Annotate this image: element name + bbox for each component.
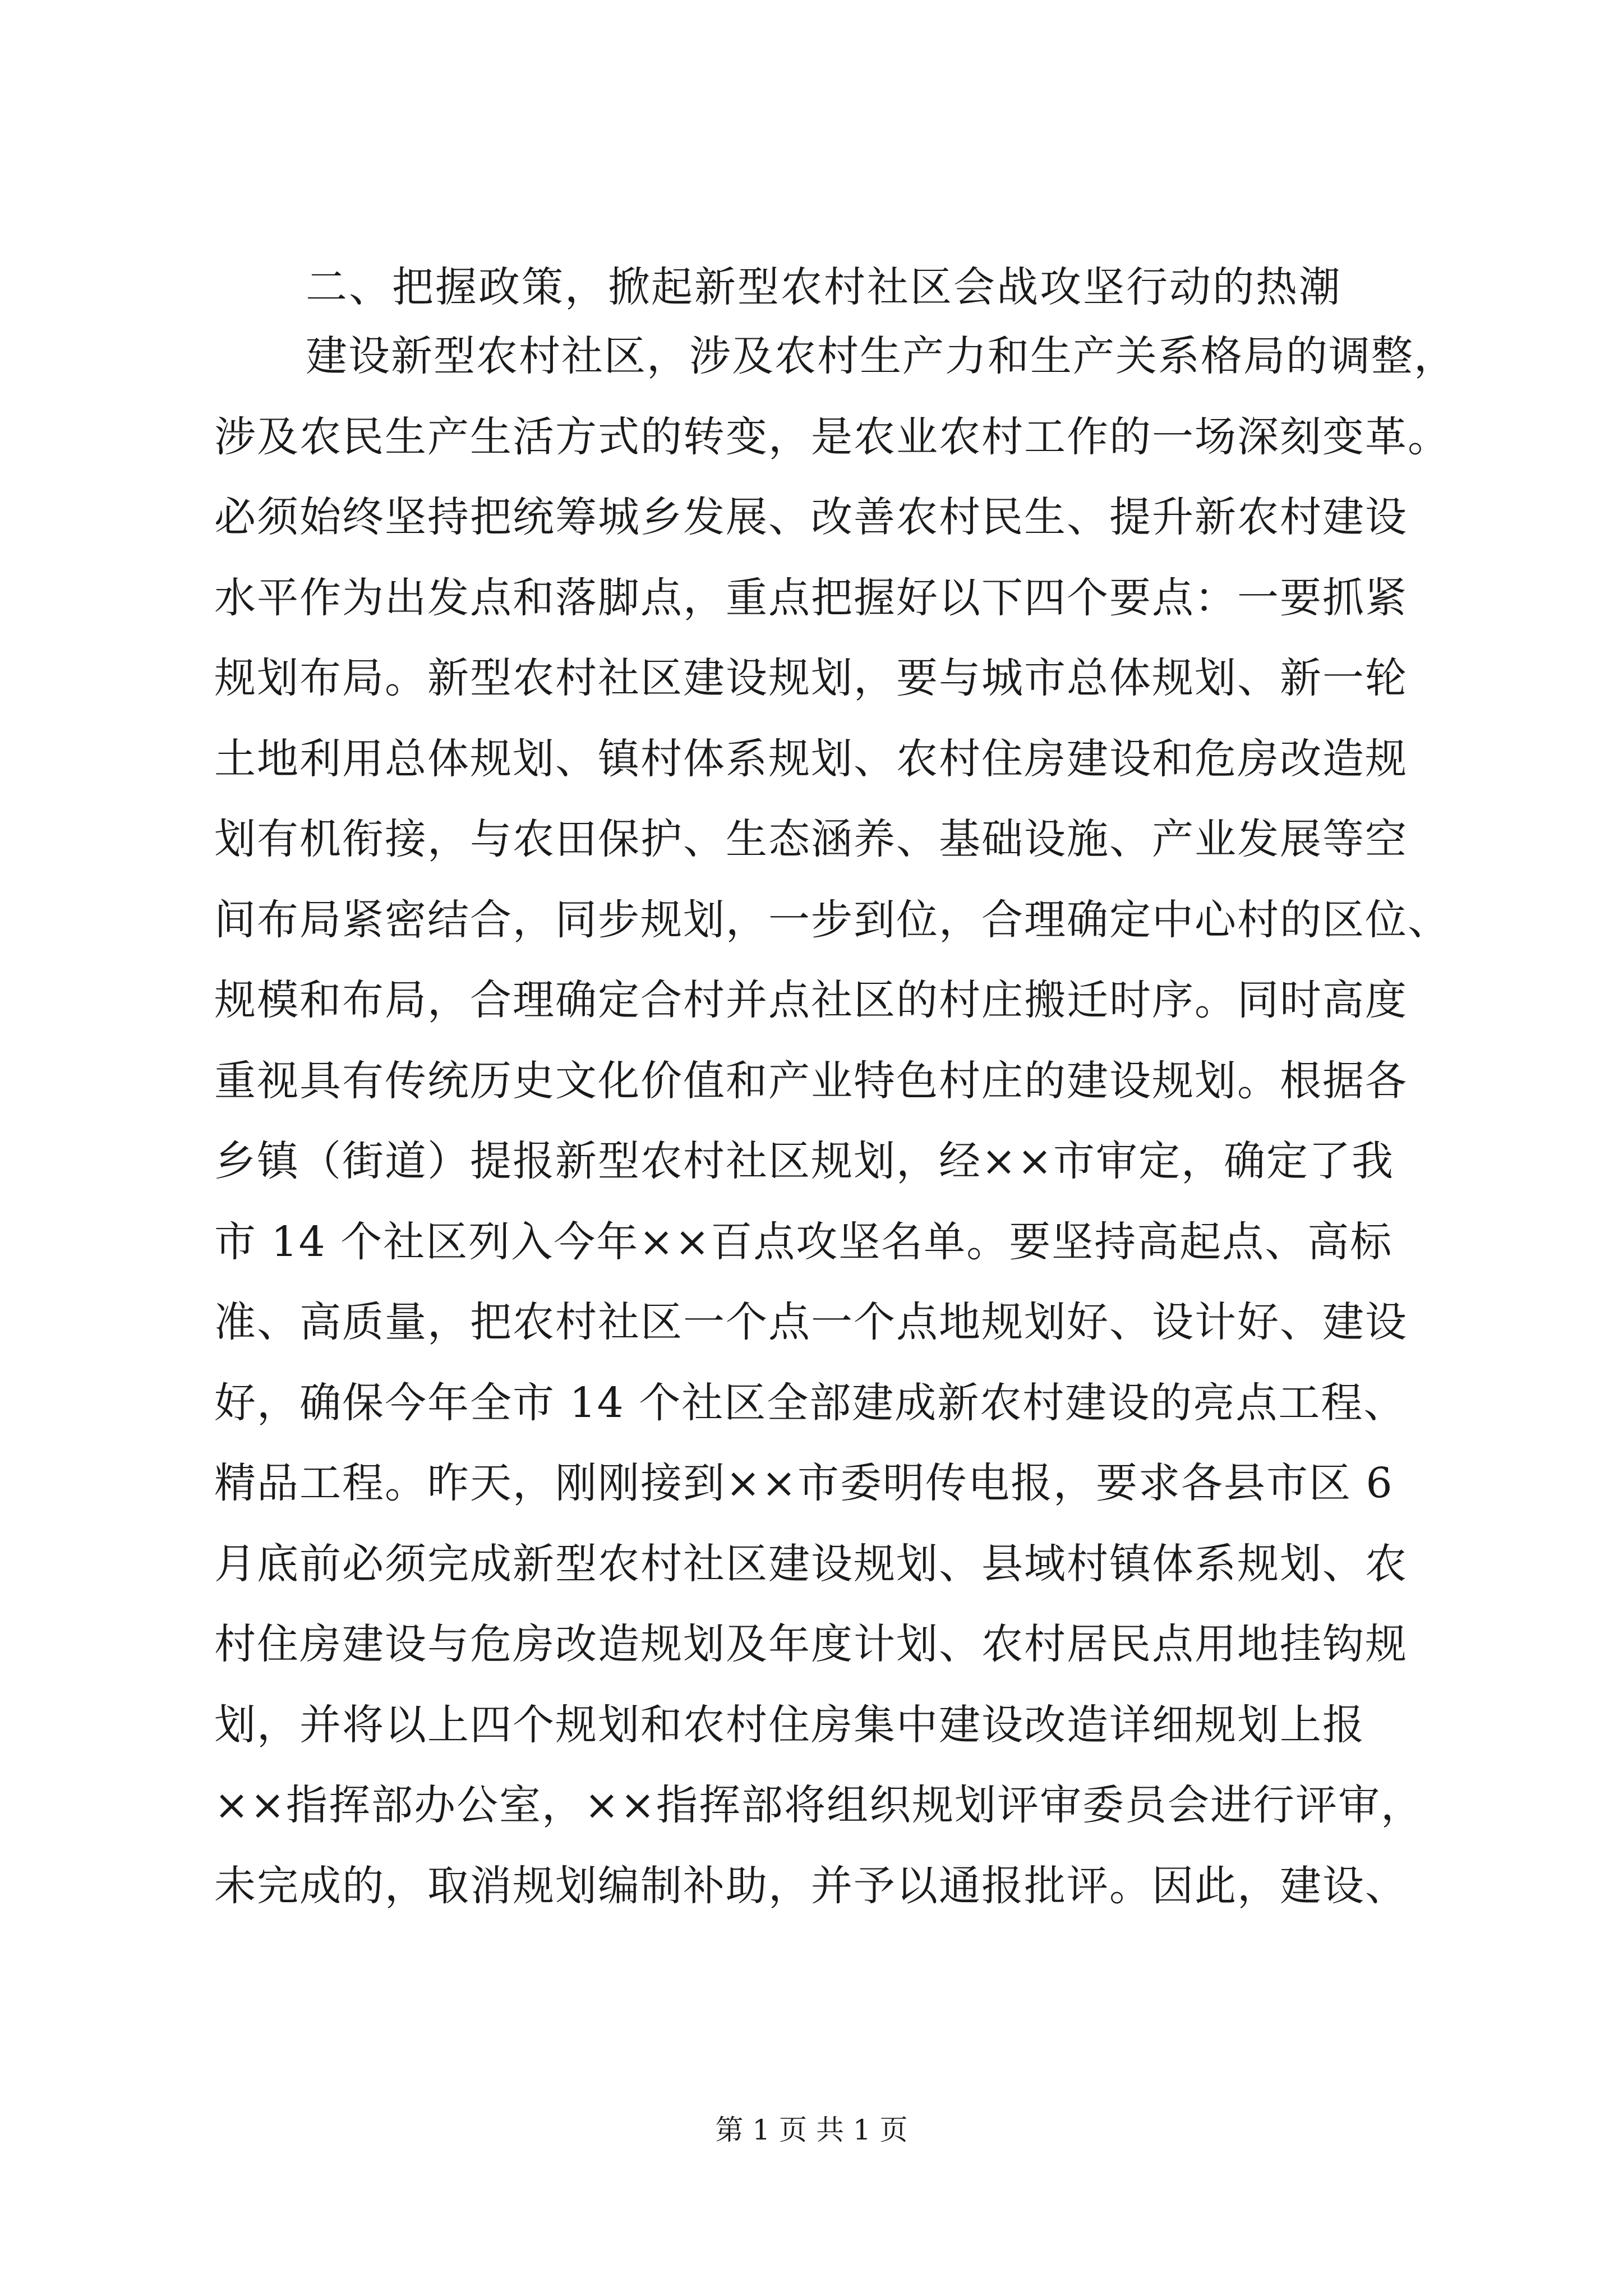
paragraph-line: 水平作为出发点和落脚点，重点把握好以下四个要点：一要抓紧	[214, 573, 1408, 622]
paragraph-line: 好，确保今年全市 14 个社区全部建成新农村建设的亮点工程、	[214, 1378, 1407, 1427]
body-paragraph	[214, 316, 1470, 1926]
paragraph-line: 未完成的，取消规划编制补助，并予以通报批评。因此，建设、	[214, 1861, 1408, 1910]
paragraph-line: 涉及农民生产生活方式的转变，是农业农村工作的一场深刻变革。	[214, 412, 1450, 461]
paragraph-line: 规划布局。新型农村社区建设规划，要与城市总体规划、新一轮	[214, 654, 1408, 702]
paragraph-line: 月底前必须完成新型农村社区建设规划、县域村镇体系规划、农	[214, 1539, 1408, 1588]
paragraph-line: 重视具有传统历史文化价值和产业特色村庄的建设规划。根据各	[214, 1056, 1408, 1105]
paragraph-line: 建设新型农村社区，涉及农村生产力和生产关系格局的调整，	[306, 332, 1456, 380]
page-footer: 第 1 页 共 1 页	[715, 2114, 908, 2146]
paragraph-line: 划，并将以上四个规划和农村住房集中建设改造详细规划上报	[214, 1700, 1365, 1749]
section-heading: 二、把握政策，掀起新型农村社区会战攻坚行动的热潮	[306, 263, 1342, 311]
paragraph-line: 划有机衔接，与农田保护、生态涵养、基础设施、产业发展等空	[214, 815, 1408, 863]
paragraph-line: 必须始终坚持把统筹城乡发展、改善农村民生、提升新农村建设	[214, 493, 1408, 541]
paragraph-line: 规模和布局，合理确定合村并点社区的村庄搬迁时序。同时高度	[214, 976, 1408, 1024]
paragraph-line: 准、高质量，把农村社区一个点一个点地规划好、设计好、建设	[214, 1298, 1408, 1346]
paragraph-line: ××指挥部办公室，××指挥部将组织规划评审委员会进行评审，	[214, 1781, 1424, 1829]
paragraph-line: 间布局紧密结合，同步规划，一步到位，合理确定中心村的区位、	[214, 895, 1450, 944]
paragraph-line: 乡镇（街道）提报新型农村社区规划，经××市审定，确定了我	[214, 1137, 1395, 1185]
paragraph-line: 土地利用总体规划、镇村体系规划、农村住房建设和危房改造规	[214, 734, 1408, 783]
paragraph-line: 市 14 个社区列入今年××百点攻坚名单。要坚持高起点、高标	[214, 1217, 1393, 1266]
paragraph-line: 村住房建设与危房改造规划及年度计划、农村居民点用地挂钩规	[214, 1620, 1408, 1668]
paragraph-line: 精品工程。昨天，刚刚接到××市委明传电报，要求各县市区 6	[214, 1459, 1394, 1507]
